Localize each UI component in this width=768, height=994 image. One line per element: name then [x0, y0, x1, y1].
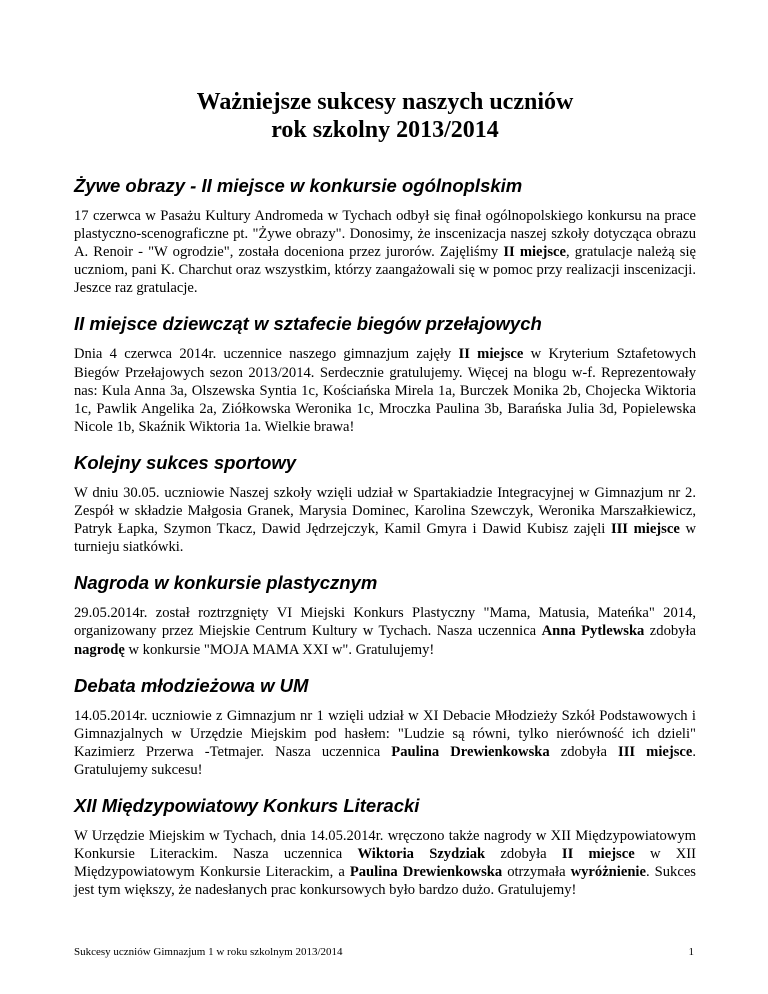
body-text: w konkursie "MOJA MAMA XXI w". Gratulujemy! — [124, 641, 435, 658]
emphasis-text: III miejsce — [618, 743, 693, 760]
emphasis-text: III miejsce — [610, 521, 680, 538]
title-line-2: rok szkolny 2013/2014 — [271, 117, 499, 143]
document-page — [74, 88, 696, 914]
emphasis-text: wyróżnienie — [570, 864, 646, 881]
section-sukces-sportowy — [74, 451, 696, 556]
body-text: zdobyła — [644, 623, 696, 640]
section-sztafeta — [74, 312, 696, 435]
section-body — [74, 827, 696, 899]
section-heading: XII Międzypowiatowy Konkurs Literacki — [74, 794, 420, 816]
body-text: 14.05.2014r. uczniowie z Gimnazjum nr 1 wzięli udział w XI Debacie Młodzieży Szkół Podstawowych i Gimnazjalnych w Urzędzie Miejskim pod hasłem: "Ludzie są równi, tylko nierówność ich dzieli" Kazimierz Przerwa -Tetmajer. Nasza uczennica — [74, 707, 696, 760]
body-text: 17 czerwca w Pasażu Kultury Andromeda w Tychach odbył się finał ogólnopolskiego konkursu na prace plastyczno-scenograficzne pt. "Żywe obrazy". Donosimy, że inscenizacja naszej szkoły dotycząca obrazu A. Renoir - "W ogrodzie", została doceniona przez jurorów. Zajęliśmy — [74, 208, 696, 261]
title-line-1: Ważniejsze sukcesy naszych uczniów — [196, 89, 574, 115]
section-konkurs-literacki — [74, 794, 696, 899]
section-heading: II miejsce dziewcząt w sztafecie biegów przełajowych — [74, 313, 542, 335]
page-footer — [74, 946, 694, 958]
section-body — [74, 707, 696, 779]
section-heading: Nagroda w konkursie plastycznym — [74, 572, 378, 594]
body-text: 29.05.2014r. został roztrzgnięty VI Miejski Konkurs Plastyczny "Mama, Matusia, Mateńka" 2014, organizowany przez Miejskie Centrum Kultury w Tychach. Nasza uczennica — [74, 605, 696, 640]
body-text: . Sukces jest tym większy, że nadesłanych prac konkursowych było bardzo dużo. Gratulujemy! — [74, 864, 696, 899]
section-heading: Żywe obrazy - II miejsce w konkursie ogólnoplskim — [74, 175, 523, 196]
body-text: W dniu 30.05. uczniowie Naszej szkoły wzięli udział w Spartakiadzie Integracyjnej w Gimnazjum nr 2. Zespół w składzie Małgosia Granek, Marysia Dominec, Karolina Szewczyk, Weronika Marszałkiewicz, Patryk Łapka, Szymon Tkacz, Dawid Jędrzejczyk, Kamil Gmyra i Dawid Kubisz zajęli — [74, 484, 696, 538]
emphasis-text: II miejsce — [503, 244, 567, 261]
body-text: . Gratulujemy sukcesu! — [74, 743, 696, 778]
emphasis-text: Paulina Drewienkowska — [391, 743, 550, 760]
emphasis-text: Anna Pytlewska — [541, 623, 645, 640]
body-text: zdobyła — [485, 846, 562, 863]
body-text: Dnia 4 czerwca 2014r. uczennice naszego gimnazjum zajęły — [74, 346, 459, 363]
body-text: , gratulacje należą się uczniom, pani K. Charchut oraz wszystkim, którzy zaangażowali się w pomoc przy realizacji inscenizacji. Jeszce raz gratulacje. — [74, 244, 696, 297]
section-heading: Kolejny sukces sportowy — [74, 451, 297, 473]
footer-text: Sukcesy uczniów Gimnazjum 1 w roku szkolnym 2013/2014 — [74, 946, 343, 958]
body-text: otrzymała — [502, 864, 571, 881]
body-text: w Kryterium Sztafetowych Biegów Przełajowych sezon 2013/2014. Serdecznie gratulujemy. Więcej na blogu w-f. Reprezentowały nas: Kula Anna 3a, Olszewska Syntia 1c, Kościańska Mirela 1a, Burczek Monika 2b, Chojecka Wiktoria 1c, Pawlik Angelika 2a, Ziółkowska Weronika 1c, Mroczka Paulina 3b, Barańska Julia 3d, Popielewska Nicole 1b, Skaźnik Wiktoria 1a. Wielkie brawa! — [74, 346, 696, 435]
page-number: 1 — [688, 946, 694, 958]
body-text: zdobyła — [549, 743, 619, 760]
emphasis-text: Paulina Drewienkowska — [349, 864, 503, 881]
emphasis-text: II miejsce — [561, 846, 635, 863]
section-konkurs-plastyczny — [74, 571, 696, 658]
section-heading: Debata młodzieżowa w UM — [74, 674, 309, 696]
section-body — [74, 484, 696, 556]
body-text: W Urzędzie Miejskim w Tychach, dnia 14.05.2014r. wręczono także nagrody w XII Międzypowiatowym Konkursie Literackim. Nasza uczennica — [74, 827, 696, 863]
section-zywe-obrazy — [74, 174, 696, 297]
section-body — [74, 207, 696, 297]
emphasis-text: nagrodę — [74, 641, 125, 658]
section-debata — [74, 674, 696, 779]
body-text: w XII Międzypowiatowym Konkursie Literackim, a — [74, 846, 696, 881]
body-text: w turnieju siatkówki. — [74, 521, 696, 556]
emphasis-text: II miejsce — [458, 346, 524, 363]
section-body — [74, 604, 696, 658]
emphasis-text: Wiktoria Szydziak — [357, 846, 486, 863]
page-title — [74, 88, 696, 144]
section-body — [74, 345, 696, 435]
